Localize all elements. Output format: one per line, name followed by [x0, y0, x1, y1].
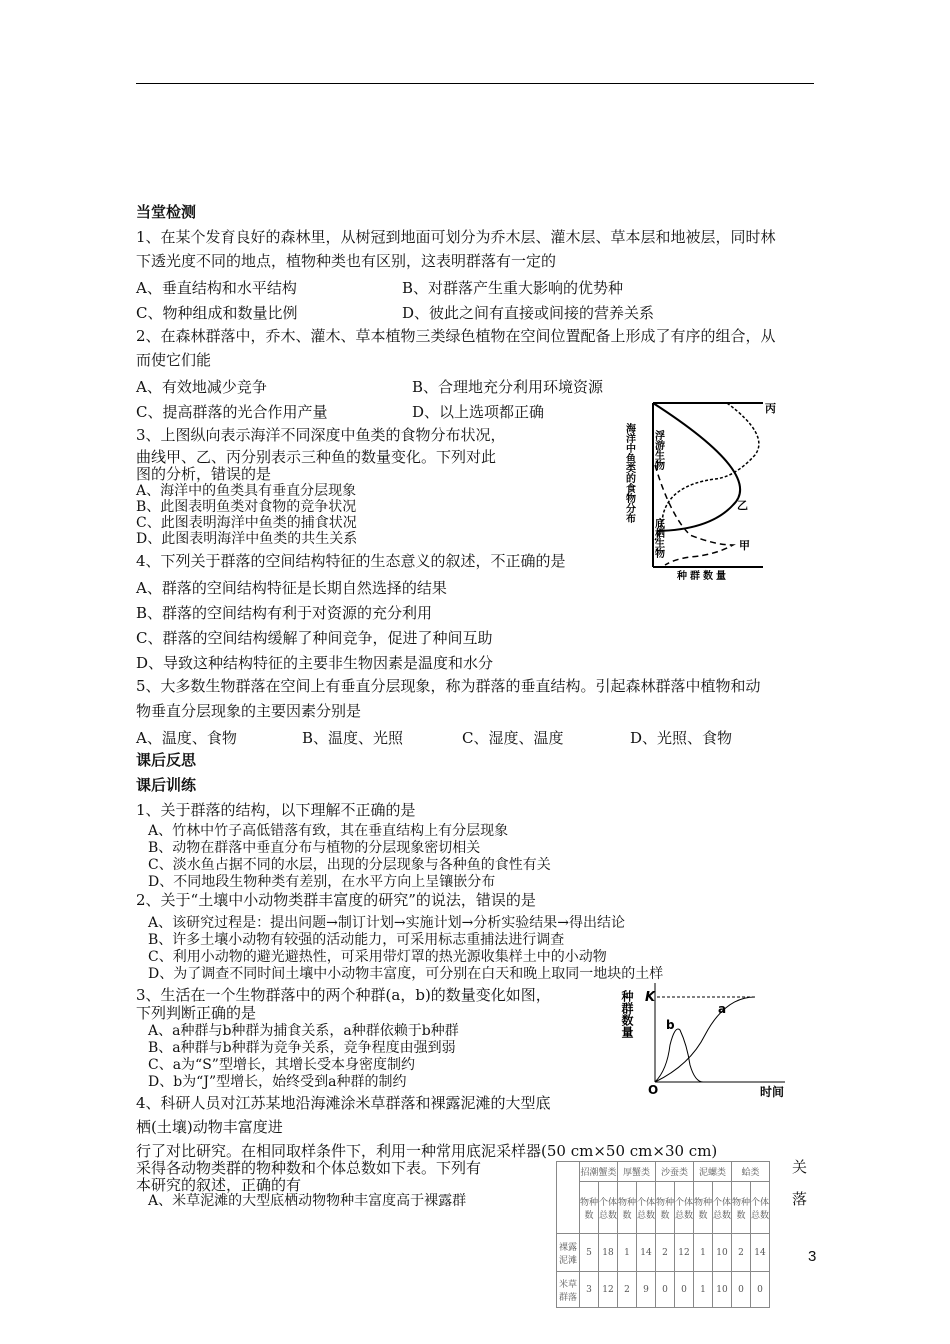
cell: 12 [675, 1234, 694, 1272]
group-header: 沙蚕类 [656, 1162, 694, 1182]
question-text: 下列判断正确的是 [136, 1004, 257, 1022]
page-number: 3 [808, 1248, 817, 1265]
y-axis-label: 种群数量 [620, 990, 634, 1038]
row-header: 米草群落 [557, 1272, 580, 1308]
option: D、b为“J”型增长，始终受到a种群的制约 [148, 1074, 407, 1090]
fish-food-distribution-figure [615, 395, 790, 580]
cell: 1 [694, 1234, 713, 1272]
cell: 9 [637, 1272, 656, 1308]
group-header: 泥螺类 [694, 1162, 732, 1182]
bottom-label: 底栖生物 [652, 518, 664, 558]
option: B、a种群与b种群为竞争关系，竞争程度由强到弱 [148, 1040, 456, 1056]
question-text: 下透光度不同的地点，植物种类也有区别，这表明群落有一定的 [136, 252, 557, 270]
cell: 2 [656, 1234, 675, 1272]
sub-header: 物种数 [732, 1182, 751, 1234]
option: C、淡水鱼占据不同的水层，出现的分层现象与各种鱼的食性有关 [148, 857, 551, 873]
question-text: 曲线甲、乙、丙分别表示三种鱼的数量变化。下列对此 [136, 448, 497, 466]
option: C、此图表明海洋中鱼类的捕食状况 [136, 515, 357, 531]
option: A、垂直结构和水平结构 [136, 279, 297, 297]
label-yi: 乙 [737, 499, 748, 512]
cell: 5 [580, 1234, 599, 1272]
curve-b [655, 1029, 703, 1082]
option: A、群落的空间结构特征是长期自然选择的结果 [136, 579, 447, 597]
option: D、不同地段生物种类有差别，在水平方向上呈镶嵌分布 [148, 874, 496, 890]
question-text: 栖(土壤)动物丰富度进 [136, 1118, 283, 1136]
question-text: 3、生活在一个生物群落中的两个种群(a，b)的数量变化如图， [136, 986, 551, 1004]
data-table [556, 1161, 770, 1308]
option: D、光照、食物 [630, 729, 733, 747]
option: B、对群落产生重大影响的优势种 [402, 279, 624, 297]
cell: 0 [656, 1272, 675, 1308]
cell: 10 [713, 1234, 732, 1272]
label-a: a [718, 1002, 727, 1016]
label-jia: 甲 [739, 539, 750, 552]
option: C、湿度、温度 [462, 729, 564, 747]
question-text: 4、下列关于群落的空间结构特征的生态意义的叙述，不正确的是 [136, 552, 566, 570]
option: B、动物在群落中垂直分布与植物的分层现象密切相关 [148, 840, 481, 856]
section-heading: 当堂检测 [136, 203, 197, 221]
curve-yi [653, 403, 740, 531]
option: C、a为“S”型增长，其增长受本身密度制约 [148, 1057, 415, 1073]
question-text: 而使它们能 [136, 351, 212, 369]
top-label: 浮游生物 [652, 430, 664, 470]
group-header: 厚蟹类 [618, 1162, 656, 1182]
side-text: 落 [792, 1190, 808, 1208]
question-text: 3、上图纵向表示海洋不同深度中鱼类的食物分布状况， [136, 426, 506, 444]
label-b: b [666, 1018, 675, 1032]
cell: 12 [599, 1272, 618, 1308]
curve-a [655, 997, 755, 1082]
cell: 14 [751, 1234, 770, 1272]
k-label: K [645, 990, 656, 1005]
option: D、导致这种结构特征的主要非生物因素是温度和水分 [136, 654, 494, 672]
cell: 3 [580, 1272, 599, 1308]
option: A、海洋中的鱼类具有垂直分层现象 [136, 483, 357, 499]
question-text: 行了对比研究。在相同取样条件下，利用一种常用底泥采样器(50 cm×50 cm×30 cm) [136, 1142, 718, 1160]
option: D、彼此之间有直接或间接的营养关系 [402, 304, 655, 322]
option: B、合理地充分利用环境资源 [412, 378, 604, 396]
cell: 0 [751, 1272, 770, 1308]
x-axis-label: 种群数量 [677, 571, 729, 580]
origin-label: O [648, 1083, 659, 1097]
question-text: 2、在森林群落中，乔木、灌木、草本植物三类绿色植物在空间位置配备上形成了有序的组合，从 [136, 327, 776, 345]
cell: 2 [732, 1234, 751, 1272]
cell: 1 [618, 1234, 637, 1272]
sub-header: 物种数 [580, 1182, 599, 1234]
question-text: 图的分析，错误的是 [136, 465, 272, 483]
question-text: 4、科研人员对江苏某地沿海滩涂米草群落和裸露泥滩的大型底 [136, 1094, 551, 1112]
table-row [557, 1234, 770, 1272]
cell: 1 [694, 1272, 713, 1308]
sub-header: 物种数 [694, 1182, 713, 1234]
section-heading: 课后训练 [136, 776, 197, 794]
sub-header: 个体总数 [675, 1182, 694, 1234]
section-heading: 课后反思 [136, 751, 197, 769]
option: B、此图表明鱼类对食物的竞争状况 [136, 499, 357, 515]
group-header: 蛤类 [732, 1162, 770, 1182]
y-axis-label: 海洋中鱼类的食物分布 [623, 423, 635, 523]
sub-header: 物种数 [618, 1182, 637, 1234]
x-axis-label: 时间 [760, 1085, 785, 1099]
option: C、提高群落的光合作用产量 [136, 403, 328, 421]
corner-cell [557, 1162, 580, 1234]
option: A、a种群与b种群为捕食关系，a种群依赖于b种群 [148, 1023, 459, 1039]
cell: 18 [599, 1234, 618, 1272]
option: D、为了调查不同时间土壤中小动物丰富度，可分别在白天和晚上取同一地块的土样 [148, 966, 664, 982]
option: D、以上选项都正确 [412, 403, 545, 421]
question-text: 采得各动物类群的物种数和个体总数如下表。下列有 [136, 1159, 482, 1177]
question-text: 本研究的叙述，正确的有 [136, 1176, 302, 1194]
sub-header: 个体总数 [599, 1182, 618, 1234]
option: A、温度、食物 [136, 729, 237, 747]
option: B、温度、光照 [302, 729, 404, 747]
cell: 10 [713, 1272, 732, 1308]
question-text: 5、大多数生物群落在空间上有垂直分层现象，称为群落的垂直结构。引起森林群落中植物和动 [136, 677, 761, 695]
option: C、利用小动物的避光避热性，可采用带灯罩的热光源收集样土中的小动物 [148, 949, 607, 965]
table-row [557, 1272, 770, 1308]
option: B、许多土壤小动物有较强的活动能力，可采用标志重捕法进行调查 [148, 932, 565, 948]
question-text: 1、关于群落的结构，以下理解不正确的是 [136, 801, 416, 819]
header-rule [136, 83, 814, 84]
question-text: 物垂直分层现象的主要因素分别是 [136, 702, 362, 720]
label-bing: 丙 [765, 402, 776, 415]
option: C、物种组成和数量比例 [136, 304, 298, 322]
option: D、此图表明海洋中鱼类的共生关系 [136, 531, 358, 547]
sub-header: 个体总数 [713, 1182, 732, 1234]
option: A、该研究过程是：提出问题→制订计划→实施计划→分析实验结果→得出结论 [148, 915, 626, 931]
option: A、有效地减少竞争 [136, 378, 267, 396]
sub-header: 个体总数 [637, 1182, 656, 1234]
option: A、竹林中竹子高低错落有致，其在垂直结构上有分层现象 [148, 823, 509, 839]
side-text: 关 [792, 1158, 808, 1176]
sub-header: 个体总数 [751, 1182, 770, 1234]
cell: 2 [618, 1272, 637, 1308]
option: A、米草泥滩的大型底栖动物物种丰富度高于裸露群 [148, 1193, 467, 1209]
group-header: 招潮蟹类 [580, 1162, 618, 1182]
question-text: 1、在某个发育良好的森林里，从树冠到地面可划分为乔木层、灌木层、草本层和地被层，同时林 [136, 228, 776, 246]
sub-header: 物种数 [656, 1182, 675, 1234]
row-header: 裸露泥滩 [557, 1234, 580, 1272]
option: C、群落的空间结构缓解了种间竞争，促进了种间互助 [136, 629, 493, 647]
cell: 14 [637, 1234, 656, 1272]
population-curve-figure [615, 980, 795, 1100]
question-text: 2、关于“土壤中小动物类群丰富度的研究”的说法，错误的是 [136, 891, 536, 909]
cell: 0 [675, 1272, 694, 1308]
cell: 0 [732, 1272, 751, 1308]
option: B、群落的空间结构有利于对资源的充分利用 [136, 604, 433, 622]
